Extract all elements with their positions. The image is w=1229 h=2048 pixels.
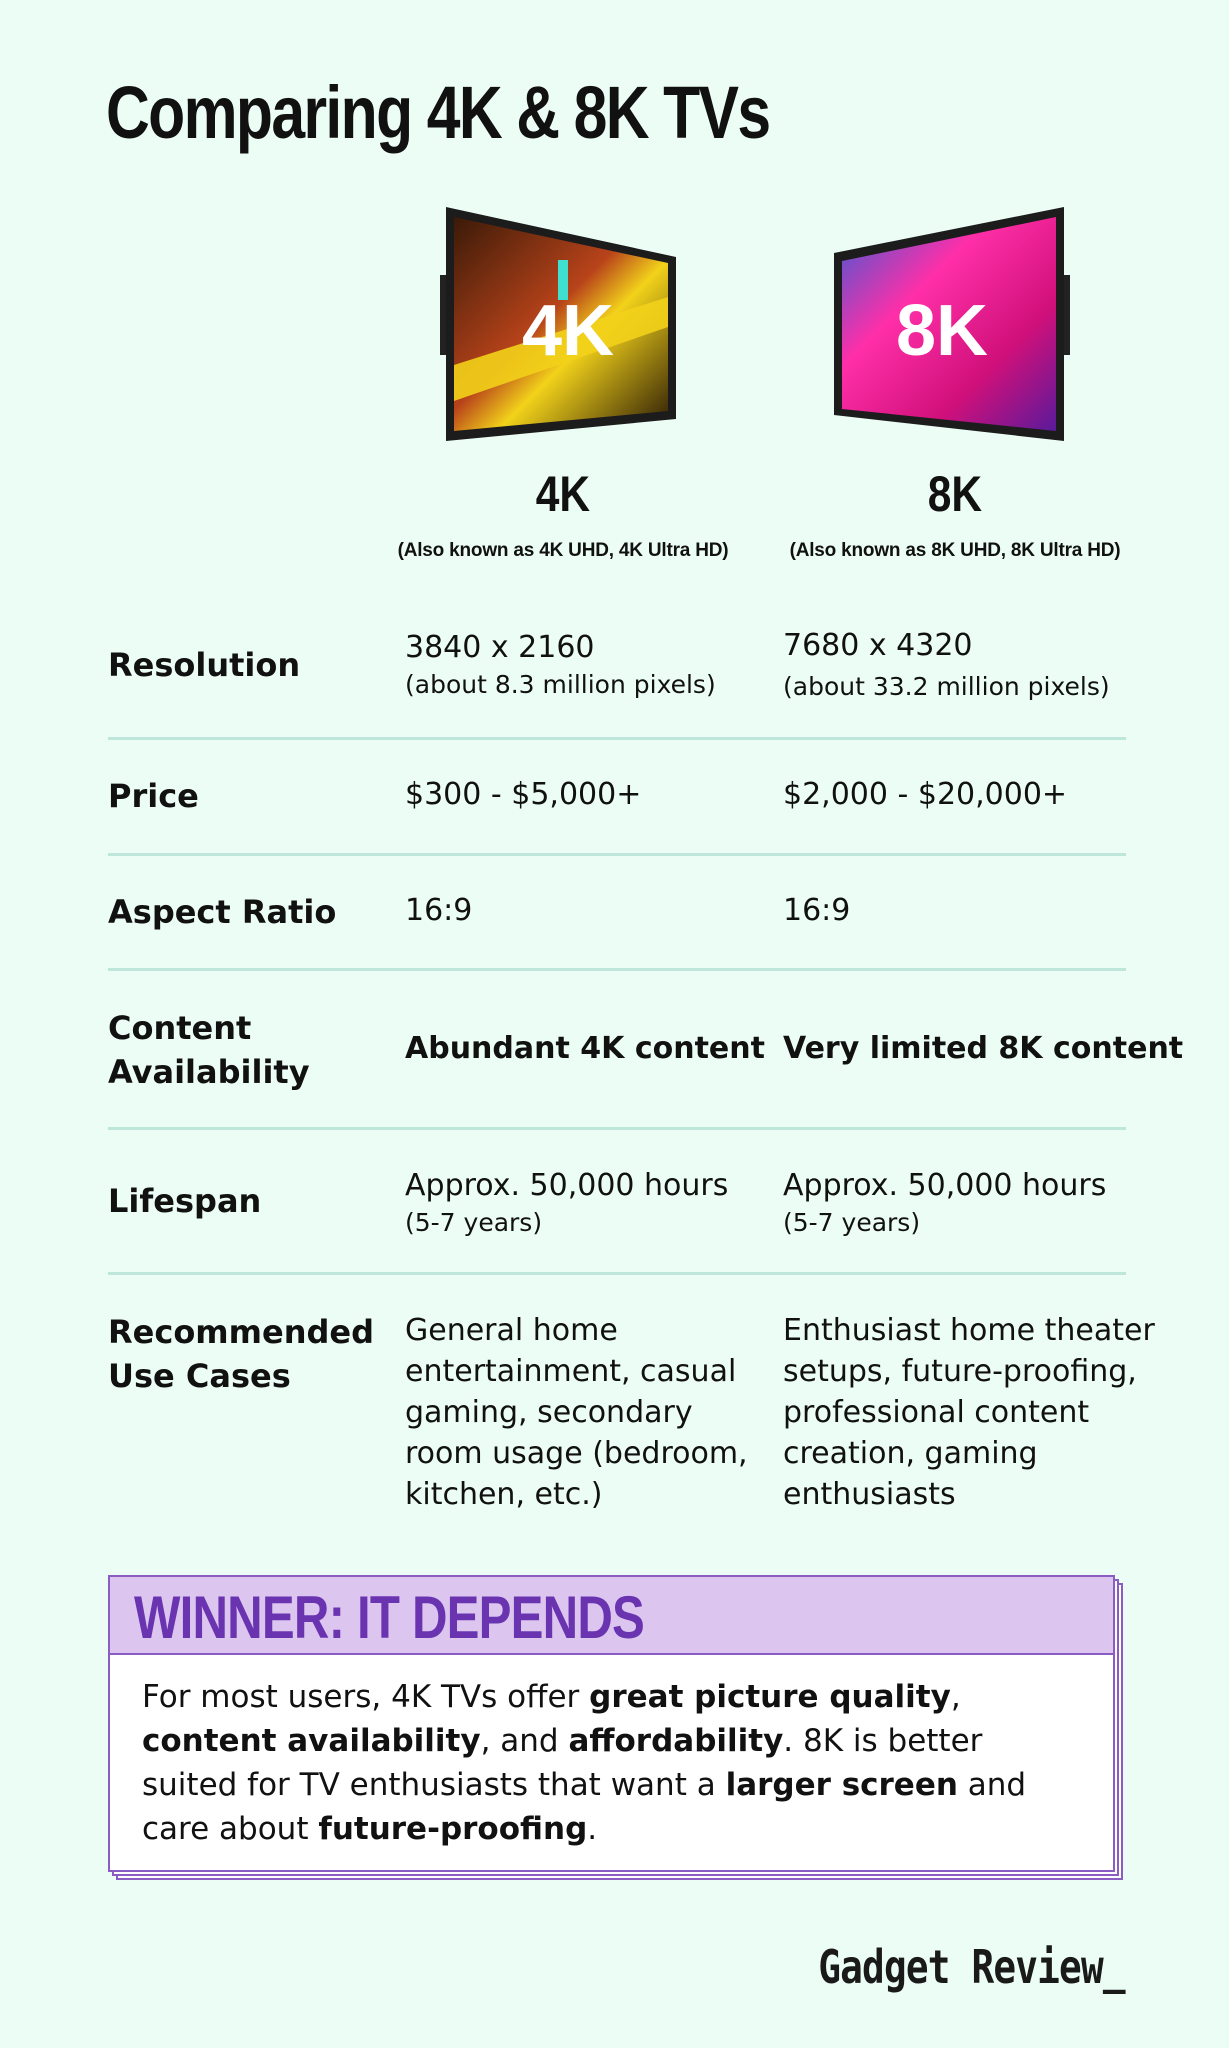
cell-8k: 16:9 bbox=[783, 893, 851, 928]
cell-4k bbox=[405, 627, 716, 702]
winner-heading: WINNER: IT DEPENDS bbox=[134, 1584, 645, 1651]
cell-8k bbox=[783, 625, 1110, 704]
divider bbox=[108, 968, 1126, 971]
divider bbox=[108, 853, 1126, 856]
tv-4k-illustration bbox=[440, 205, 680, 445]
divider bbox=[108, 1272, 1126, 1275]
winner-heading-bar bbox=[110, 1577, 1113, 1655]
cell-4k: General home entertainment, casual gaming, secondary room usage (bedroom, kitchen, etc.) bbox=[405, 1313, 748, 1512]
row-label: Content Availability bbox=[108, 1009, 310, 1091]
cell-main: Approx. 50,000 hours bbox=[405, 1168, 729, 1203]
row-label: Recommended Use Cases bbox=[108, 1313, 374, 1395]
tv-8k-illustration bbox=[830, 205, 1070, 445]
row-label: Lifespan bbox=[108, 1182, 262, 1220]
cell-sub: (about 8.3 million pixels) bbox=[405, 670, 716, 699]
row-label: Price bbox=[108, 777, 199, 815]
cell-4k: Abundant 4K content bbox=[405, 1031, 765, 1066]
cell-main: 3840 x 2160 bbox=[405, 630, 595, 665]
cell-sub: (5-7 years) bbox=[783, 1208, 921, 1237]
cell-main: 7680 x 4320 bbox=[783, 628, 973, 663]
cell-8k: $2,000 - $20,000+ bbox=[783, 777, 1068, 812]
cell-sub: (5-7 years) bbox=[405, 1208, 543, 1237]
page-title: Comparing 4K & 8K TVs bbox=[106, 71, 770, 154]
tv-8k-screen-label: 8K bbox=[895, 291, 989, 371]
winner-box bbox=[108, 1575, 1123, 1880]
row-label: Aspect Ratio bbox=[108, 893, 337, 931]
cell-4k: $300 - $5,000+ bbox=[405, 777, 642, 812]
column-aka-4k: (Also known as 4K UHD, 4K Ultra HD) bbox=[397, 540, 729, 561]
tv-4k-screen-label: 4K bbox=[521, 291, 615, 371]
cell-sub: (about 33.2 million pixels) bbox=[783, 672, 1110, 701]
brand-logo: Gadget Review_ bbox=[818, 1940, 1125, 1994]
divider bbox=[108, 737, 1126, 740]
cell-main: Approx. 50,000 hours bbox=[783, 1168, 1107, 1203]
divider bbox=[108, 1127, 1126, 1130]
column-title-4k: 4K bbox=[535, 466, 591, 522]
cell-8k: Enthusiast home theater setups, future-proofing, professional content creation, gaming enthusiasts bbox=[783, 1313, 1155, 1512]
column-aka-8k: (Also known as 8K UHD, 8K Ultra HD) bbox=[789, 540, 1121, 561]
cell-8k bbox=[783, 1165, 1106, 1240]
cell-4k: 16:9 bbox=[405, 893, 473, 928]
cell-8k: Very limited 8K content bbox=[783, 1031, 1184, 1066]
winner-card bbox=[108, 1575, 1115, 1872]
winner-text: For most users, 4K TVs offer great picture quality, content availability, and affordability. 8K is better suited for TV enthusiasts that want a larger screen and care about future-proofing. bbox=[142, 1679, 1027, 1847]
row-label: Resolution bbox=[108, 646, 301, 684]
cell-4k bbox=[405, 1165, 728, 1240]
column-header-4k bbox=[363, 462, 763, 562]
column-header-8k bbox=[755, 462, 1155, 562]
column-title-8k: 8K bbox=[927, 466, 983, 522]
